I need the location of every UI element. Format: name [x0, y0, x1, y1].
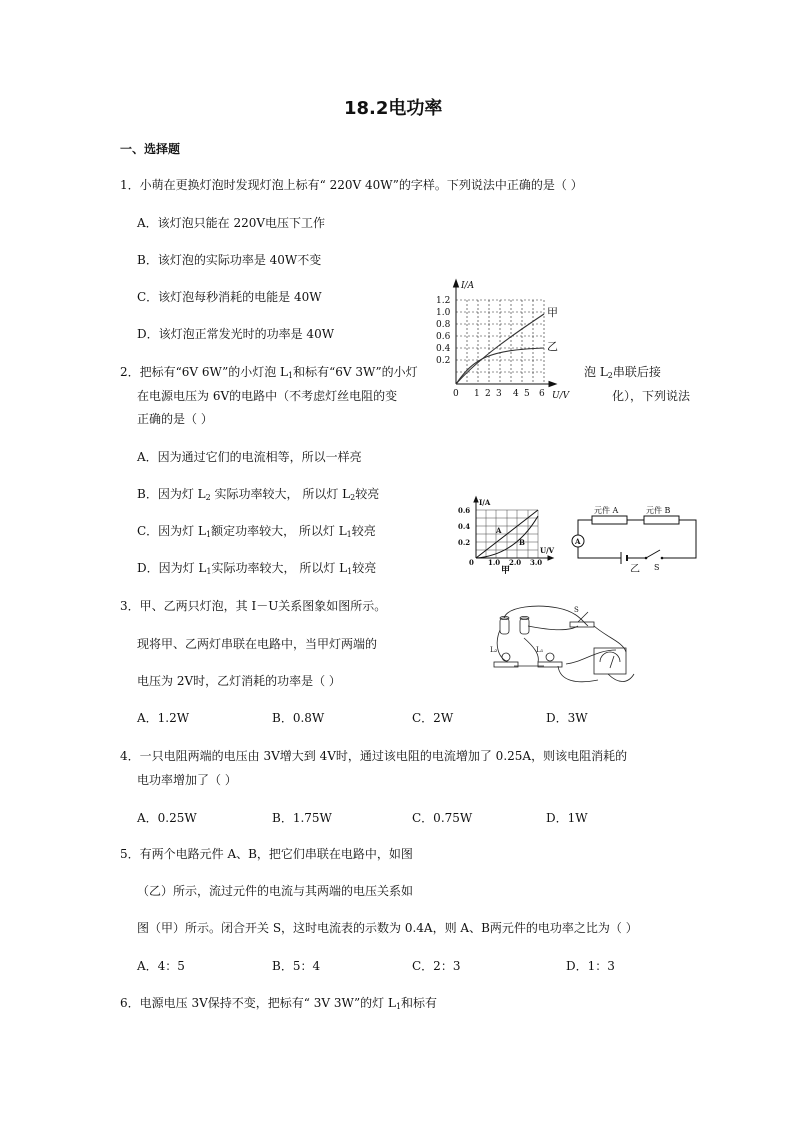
q2-b-mid: 实际功率较大， 所以灯 L — [210, 487, 351, 501]
fig1-xtick: 4 — [513, 389, 519, 399]
fig1-xtick: 1 — [474, 389, 480, 399]
q5-option-a: A．4：5 — [137, 959, 185, 973]
q2-line1-right-post: 串联后接 — [612, 365, 661, 379]
q3-option-a: A．1.2W — [137, 711, 190, 725]
q1-option-c: C．该灯泡每秒消耗的电能是 40W — [137, 290, 322, 304]
q3-line3: 电压为 2V时，乙灯消耗的功率是（ ） — [137, 674, 341, 688]
q2-c-sub2: 1 — [346, 530, 352, 539]
fig3-element-a — [592, 516, 627, 524]
q2-d-mid: 实际功率较大， 所以灯 L — [211, 561, 348, 575]
fig3-ammeter-label: A — [575, 537, 581, 546]
fig2-curve-b-label: B — [519, 538, 525, 547]
q2-b-pre: B．因为灯 L — [137, 487, 206, 501]
q2-d-sub1: 1 — [206, 567, 212, 576]
q5-option-b: B．5：4 — [272, 959, 321, 973]
q2-line2-right: 化），下列说法 — [612, 389, 691, 403]
fig2-ytick: 0.4 — [458, 522, 471, 531]
q2-line1 — [120, 364, 418, 384]
figure-physical-circuit — [488, 604, 638, 694]
fig3-element-b-label: 元件 B — [646, 506, 671, 515]
fig4-l2-label: L₂ — [490, 646, 498, 654]
fig3-wire — [578, 520, 696, 558]
fig1-series-jia: 甲 — [547, 306, 558, 319]
q4-option-b: B．1.75W — [272, 811, 332, 825]
q2-d-post: 较亮 — [352, 561, 377, 575]
q2-option-b — [137, 486, 379, 506]
fig3-caption: 乙 — [630, 564, 640, 572]
q2-b-sub2: 2 — [350, 493, 356, 502]
q2-c-mid: 额定功率较大， 所以灯 L — [211, 524, 347, 538]
fig1-ytick: 1.0 — [436, 308, 451, 318]
fig4-voltmeter-needle — [610, 656, 614, 668]
q4-line1: 4．一只电阻两端的电压由 3V增大到 4V时，通过该电阻的电流增加了 0.25A，则该电阻消耗的 — [120, 749, 628, 763]
fig3-switch-pivot — [645, 557, 648, 560]
q4-option-d: D．1W — [546, 811, 588, 825]
q5-option-d: D．1：3 — [566, 959, 615, 973]
fig2-xtick: 0 — [469, 558, 474, 567]
fig1-ytick: 0.4 — [436, 344, 451, 354]
fig4-switch-label: S — [574, 606, 579, 614]
q4-option-c: C．0.75W — [412, 811, 473, 825]
fig2-caption: 甲 — [501, 566, 511, 574]
fig1-xtick: 2 — [485, 389, 491, 399]
q1-option-a: A．该灯泡只能在 220V电压下工作 — [137, 216, 326, 230]
q1-option-d: D．该灯泡正常发光时的功率是 40W — [137, 327, 335, 341]
q1-option-b: B．该灯泡的实际功率是 40W不变 — [137, 253, 322, 267]
fig4-battery-2 — [520, 618, 529, 634]
fig1-xtick: 5 — [524, 389, 530, 399]
q6-line1 — [120, 995, 437, 1015]
q2-option-d — [137, 560, 376, 580]
fig1-ytick: 0.2 — [436, 356, 451, 366]
q2-d-pre: D．因为灯 L — [137, 561, 207, 575]
fig3-element-b — [644, 516, 679, 524]
q3-line1: 3．甲、乙两只灯泡，其 I－U关系图象如图所示。 — [120, 599, 387, 613]
fig3-switch-label: S — [654, 563, 660, 572]
q2-line3: 正确的是（ ） — [137, 412, 213, 426]
fig3-switch-contact — [661, 557, 664, 560]
fig1-grid — [456, 300, 544, 384]
fig2-ytick: 0.2 — [458, 538, 471, 547]
q3-option-c: C．2W — [412, 711, 454, 725]
q2-line1-sub: 1 — [288, 371, 294, 380]
fig4-lamp-l2 — [502, 653, 510, 661]
q2-c-sub1: 1 — [205, 530, 212, 539]
q1-stem: 1．小萌在更换灯泡时发现灯泡上标有“ 220V 40W”的字样。下列说法中正确的是（ ） — [120, 178, 583, 192]
fig1-xtick: 0 — [453, 389, 459, 399]
q2-b-post: 较亮 — [355, 487, 380, 501]
q3-line2: 现将甲、乙两灯串联在电路中，当甲灯两端的 — [137, 637, 378, 651]
fig2-ytick: 0.6 — [458, 506, 471, 515]
q4-option-a: A．0.25W — [137, 811, 197, 825]
fig2-xtick: 1.0 — [488, 558, 501, 567]
q5-line2: （乙）所示，流过元件的电流与其两端的电压关系如 — [137, 884, 414, 898]
q2-b-sub1: 2 — [205, 493, 211, 502]
fig1-ytick: 0.8 — [436, 320, 451, 330]
q5-line1: 5．有两个电路元件 A、B，把它们串联在电路中，如图 — [120, 847, 413, 861]
section-heading: 一、选择题 — [120, 142, 181, 156]
q2-line1-right-pre: 泡 L — [584, 365, 608, 379]
page-title: 18.2电功率 — [344, 98, 443, 119]
figure-iu-graph-elements-ab — [454, 494, 559, 574]
fig3-switch-blade — [646, 550, 660, 558]
q2-d-sub2: 1 — [347, 567, 353, 576]
q2-line1-right — [584, 364, 661, 384]
fig4-lamp-l1 — [546, 653, 554, 661]
fig2-y-label: I/A — [479, 498, 491, 507]
fig1-ytick: 0.6 — [436, 332, 451, 342]
fig4-wire — [497, 606, 634, 682]
q2-line1-right-sub: 2 — [607, 371, 613, 380]
q2-line1-pre: 2．把标有“6V 6W”的小灯泡 L — [120, 365, 288, 379]
fig4-switch-base — [570, 622, 594, 627]
fig1-xtick: 3 — [496, 389, 502, 399]
fig3-element-a-label: 元件 A — [594, 506, 619, 515]
fig1-ytick: 1.2 — [436, 296, 451, 306]
fig1-series-yi: 乙 — [547, 340, 558, 353]
fig2-xtick: 3.0 — [530, 558, 543, 567]
q3-option-b: B．0.8W — [272, 711, 325, 725]
q6-post: 和标有 — [401, 996, 438, 1010]
q3-option-d: D．3W — [546, 711, 588, 725]
q2-option-a: A．因为通过它们的电流相等，所以一样亮 — [137, 450, 362, 464]
q4-line2: 电功率增加了（ ） — [137, 773, 237, 787]
fig4-l1-label: L₁ — [536, 646, 544, 654]
fig1-y-label: I/A — [461, 281, 475, 291]
fig2-curve-a-label: A — [496, 526, 502, 535]
q2-line1-mid: 和标有“6V 3W”的小灯 — [293, 365, 418, 379]
fig1-x-label: U/V — [552, 391, 570, 401]
q6-sub: 1 — [395, 1002, 402, 1011]
q2-c-post: 较亮 — [351, 524, 376, 538]
q2-c-pre: C．因为灯 L — [137, 524, 206, 538]
q6-pre: 6．电源电压 3V保持不变，把标有“ 3V 3W”的灯 L — [120, 996, 396, 1010]
q5-option-c: C．2：3 — [412, 959, 461, 973]
fig4-voltmeter-dial — [600, 652, 620, 662]
q2-option-c — [137, 523, 376, 543]
fig4-battery-1 — [500, 618, 509, 634]
q5-line3: 图（甲）所示。闭合开关 S，这时电流表的示数为 0.4A，则 A、B两元件的电功率之比为（ ） — [137, 921, 638, 935]
fig2-x-label: U/V — [540, 546, 555, 555]
q2-line2: 在电源电压为 6V的电路中（不考虑灯丝电阻的变 — [137, 389, 398, 403]
figure-iu-graph-jia-yi — [434, 276, 584, 406]
fig1-xtick: 6 — [539, 389, 545, 399]
fig2-xtick: 2.0 — [509, 558, 522, 567]
figure-circuit-yi — [566, 504, 700, 572]
